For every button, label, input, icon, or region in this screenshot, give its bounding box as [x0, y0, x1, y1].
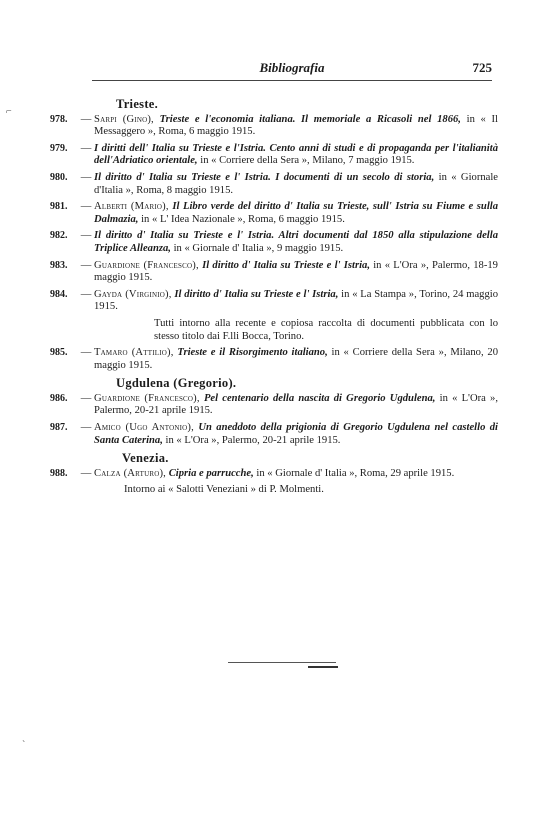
- entry-author: Calza (Arturo),: [94, 467, 167, 479]
- entry-body: [94, 114, 498, 139]
- entry-dash: —: [80, 171, 92, 183]
- entry-title: Trieste e il Risorgimento italiano,: [177, 347, 328, 359]
- section-heading-trieste: Trieste.: [116, 97, 159, 111]
- list-item: [50, 347, 498, 372]
- entry-dash: —: [80, 392, 92, 404]
- entry-publication: in « Corriere della Sera », Milano, 20 maggio 1915.: [94, 347, 498, 371]
- entry-body: [94, 260, 498, 285]
- list-item: [50, 422, 498, 447]
- entry-author: Guardione (Francesco),: [94, 392, 200, 404]
- entry-publication: in « Giornale d' Italia », 9 maggio 1915.: [173, 242, 344, 254]
- entry-title: Il diritto d' Italia su Trieste e l' Istria. Altri documenti dal 1850 alla stipulazione della Triplice Alleanza,: [94, 230, 498, 254]
- entry-author: Sarpi (Gino),: [94, 113, 154, 125]
- entry-publication: in « L'Ora », Palermo, 18-19 maggio 1915.: [94, 259, 498, 284]
- end-rule-ornament: [308, 666, 338, 668]
- list-item: [50, 143, 498, 168]
- entry-body: [94, 468, 498, 481]
- list-item: [50, 289, 498, 314]
- list-item: [50, 468, 498, 481]
- list-item: [50, 260, 498, 285]
- entry-publication: in « Il Messaggero », Roma, 6 maggio 1915.: [94, 113, 498, 138]
- section-note: Intorno ai « Salotti Veneziani » di P. Molmenti.: [124, 484, 324, 496]
- section-note: Tutti intorno alla recente e copiosa raccolta di documenti pubblicata con lo stesso titolo dai F.lli Bocca, Torino.: [154, 317, 498, 342]
- entry-number: 987.: [50, 422, 68, 434]
- list-item: [50, 172, 498, 197]
- entry-publication: in « Giornale d' Italia », Roma, 29 aprile 1915.: [256, 467, 455, 479]
- entry-number: 979.: [50, 142, 68, 154]
- entry-number: 988.: [50, 467, 68, 479]
- entry-number: 983.: [50, 259, 68, 271]
- list-item: [50, 230, 498, 255]
- entry-dash: —: [80, 113, 92, 125]
- entry-body: [94, 230, 498, 255]
- entry-author: Tamaro (Attilio),: [94, 347, 174, 359]
- entry-dash: —: [80, 201, 92, 213]
- section-heading-venezia: Venezia.: [122, 451, 169, 466]
- entry-title: Un aneddoto della prigionia di Gregorio Ugdulena nel castello di Santa Caterina,: [94, 422, 498, 446]
- running-title: Bibliografia: [259, 60, 325, 75]
- entry-dash: —: [80, 142, 92, 154]
- page-number: 725: [472, 60, 492, 75]
- margin-mark: `: [22, 740, 26, 751]
- entry-body: [94, 289, 498, 314]
- entry-title: Trieste e l'economia italiana. Il memoriale a Ricasoli nel 1866,: [159, 113, 461, 125]
- margin-mark: ⌐: [6, 106, 12, 117]
- entry-publication: in « Giornale d'Italia », Roma, 8 maggio 1915.: [94, 171, 498, 196]
- entry-number: 985.: [50, 347, 68, 359]
- entry-publication: in « La Stampa », Torino, 24 maggio 1915.: [94, 288, 498, 313]
- entry-body: [94, 201, 498, 226]
- entry-author: Amico (Ugo Antonio),: [94, 422, 194, 434]
- entry-publication: in « L' Idea Nazionale », Roma, 6 maggio 1915.: [141, 213, 345, 225]
- end-rule: [228, 662, 336, 668]
- entry-title: Il diritto d' Italia su Trieste e l' Istria,: [174, 288, 339, 300]
- entry-publication: in « L'Ora », Palermo, 20-21 aprile 1915.: [165, 434, 341, 446]
- list-item: [50, 114, 498, 139]
- entry-body: [94, 347, 498, 372]
- entry-body: [94, 143, 498, 168]
- entry-author: Guardione (Francesco),: [94, 259, 199, 271]
- entry-title: Il diritto d' Italia su Trieste e l' Istria,: [202, 259, 370, 271]
- entry-body: [94, 422, 498, 447]
- entry-number: 984.: [50, 288, 68, 300]
- list-item: [50, 393, 498, 418]
- entry-title: Cipria e parrucche,: [168, 467, 254, 479]
- entry-title: I diritti dell' Italia su Trieste e l'Istria. Cento anni di studi e di propaganda per l'italianità dell'Adriatico orientale,: [94, 142, 498, 167]
- entry-number: 986.: [50, 392, 68, 404]
- entry-dash: —: [80, 259, 92, 271]
- entry-dash: —: [80, 230, 92, 242]
- entry-number: 980.: [50, 171, 68, 183]
- entry-number: 978.: [50, 113, 68, 125]
- entry-body: [94, 393, 498, 418]
- entry-title: Il diritto d' Italia su Trieste e l' Istria. I documenti di un secolo di storia,: [94, 171, 435, 183]
- entry-body: [94, 172, 498, 197]
- entry-publication: in « Corriere della Sera », Milano, 7 maggio 1915.: [200, 155, 415, 167]
- entry-title: Il Libro verde del diritto d' Italia su Trieste, sull' Istria su Fiume e sulla Dalmazia,: [94, 201, 499, 225]
- list-item: [50, 201, 498, 226]
- entry-dash: —: [80, 467, 92, 479]
- entry-author: Gayda (Virginio),: [94, 288, 172, 300]
- entry-dash: —: [80, 422, 92, 434]
- page-header: [92, 60, 492, 81]
- entry-number: 982.: [50, 230, 68, 242]
- entry-number: 981.: [50, 201, 68, 213]
- section-heading-ugdulena: Ugdulena (Gregorio).: [116, 376, 237, 391]
- entry-author: Alberti (Mario),: [94, 201, 169, 213]
- entry-title: Pel centenario della nascita di Gregorio Ugdulena,: [203, 392, 436, 404]
- entry-dash: —: [80, 288, 92, 300]
- end-rule-line: [228, 662, 336, 663]
- bibliography-list: [50, 96, 498, 500]
- entry-dash: —: [80, 347, 92, 359]
- entry-publication: in « L'Ora », Palermo, 20-21 aprile 1915.: [94, 392, 498, 417]
